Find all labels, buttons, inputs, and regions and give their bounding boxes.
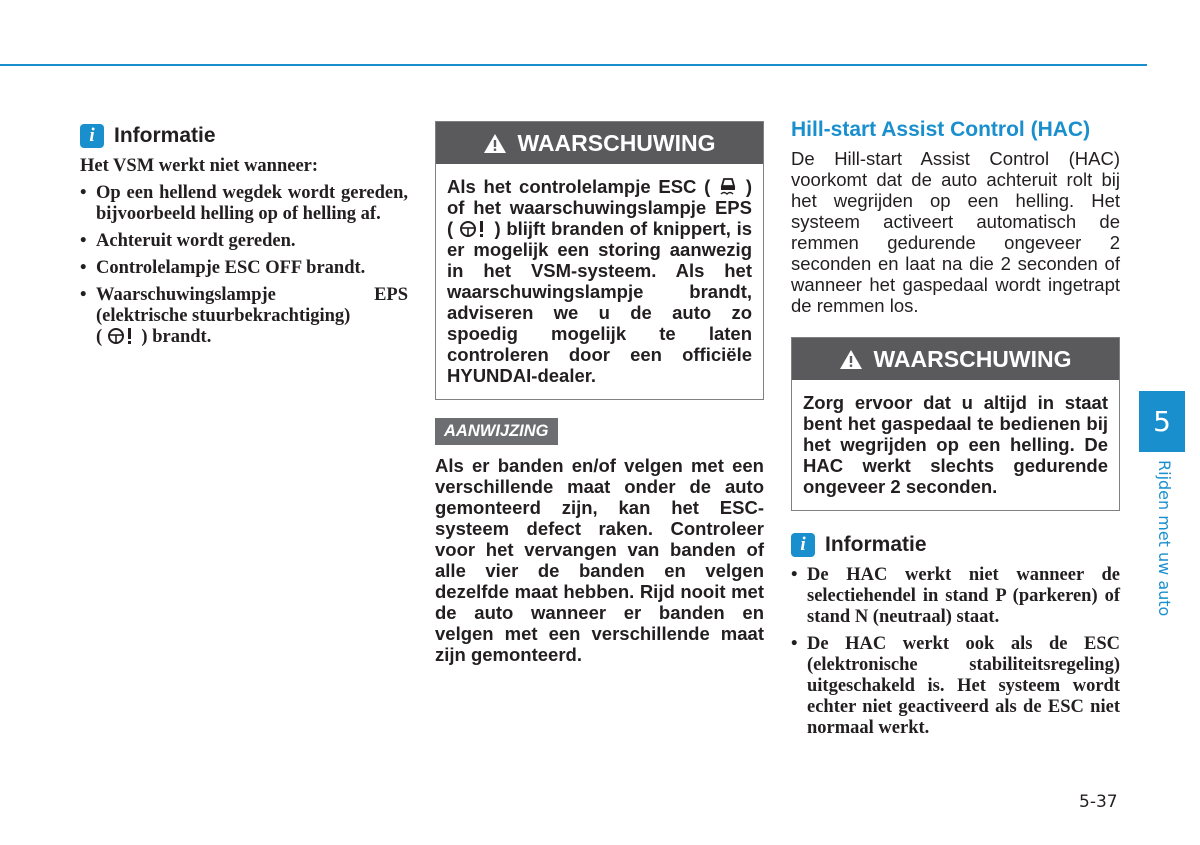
chapter-tab: 5 xyxy=(1139,391,1185,452)
note-label: AANWIJZING xyxy=(435,418,558,445)
chapter-title: Rijden met uw auto xyxy=(1155,460,1174,617)
warning-text: Zorg ervoor dat u altijd in staat bent het gaspedaal te bedienen bij het wegrijden op een helling. De HAC werkt slechts gedurende ongeveer 2 seconden. xyxy=(803,392,1108,497)
info-heading xyxy=(791,529,1120,561)
vsm-condition-list xyxy=(80,183,408,348)
warning-heading: WAARSCHUWING xyxy=(873,345,1072,372)
warning-box xyxy=(791,337,1120,511)
info-icon: i xyxy=(791,533,815,557)
warning-text-part: Als het controlelampje ESC ( xyxy=(447,176,711,197)
item-tail: ) brandt. xyxy=(141,327,212,347)
list-item-text: Waarschuwingslampje EPS (elektrische stuurbekrachtiging) xyxy=(96,285,408,326)
paren-open: ( xyxy=(96,327,103,347)
info-heading-label: Informatie xyxy=(114,124,216,147)
info-heading xyxy=(80,120,408,152)
hac-info-list xyxy=(791,565,1120,739)
warning-header xyxy=(436,122,763,164)
warning-text xyxy=(436,164,763,399)
eps-warning-icon xyxy=(107,327,137,345)
warning-triangle-icon xyxy=(483,133,507,154)
hac-section xyxy=(791,117,1120,745)
warning-triangle-icon xyxy=(839,349,863,370)
esc-warning-section xyxy=(435,121,764,665)
warning-text-part: ) blijft branden of knippert, is er mogelijk een storing aanwezig in het VSM-systeem. Als het waarschuwingslampje brandt, adviseren we u de auto zo spoedig mogelijk te laten controleren door een officiële HYUNDAI-dealer. xyxy=(447,218,753,386)
list-item xyxy=(80,285,408,348)
list-item: • De HAC werkt ook als de ESC (elektronische stabiliteitsregeling) uitgeschakeld is. Het systeem wordt echter niet geactiveerd als de ESC niet normaal werkt. xyxy=(791,634,1120,739)
info-heading-label: Informatie xyxy=(825,533,927,556)
section-body: De Hill-start Assist Control (HAC) voorkomt dat de auto achteruit rolt bij het wegrijden op een helling. Het systeem activeert automatisch de remmen gedurende ongeveer 2 seconden en laat na die 2 seconden of wanneer het gaspedaal wordt ingetrapt de remmen los. xyxy=(791,148,1120,316)
vsm-info-section xyxy=(80,120,408,354)
warning-box xyxy=(435,121,764,400)
vsm-intro: Het VSM werkt niet wanneer: xyxy=(80,156,319,176)
header-rule xyxy=(0,64,1147,66)
list-item: • Controlelampje ESC OFF brandt. xyxy=(80,258,408,279)
page-number: 5-37 xyxy=(1079,792,1118,812)
warning-text-part: ) of het waarschuwingslampje EPS ( xyxy=(447,176,752,239)
list-item: • Op een hellend wegdek wordt gereden, bijvoorbeeld helling op of helling af. xyxy=(80,183,408,225)
info-icon: i xyxy=(80,124,104,148)
warning-heading: WAARSCHUWING xyxy=(517,129,716,156)
section-title: Hill-start Assist Control (HAC) xyxy=(791,118,1091,141)
warning-header xyxy=(792,338,1119,380)
esc-indicator-icon xyxy=(718,176,738,196)
list-item: • Achteruit wordt gereden. xyxy=(80,231,408,252)
note-text: Als er banden en/of velgen met een verschillende maat onder de auto gemonteerd zijn, kan het ESC-systeem defect raken. Controleer voor het vervangen van banden of alle vier de banden en velgen dezelfde maat hebben. Rijd nooit met de auto wanneer er banden en velgen met een verschillende maat zijn gemonteerd. xyxy=(435,455,764,665)
eps-warning-icon xyxy=(459,220,489,238)
list-item: • De HAC werkt niet wanneer de selectiehendel in stand P (parkeren) of stand N (neutraal) staat. xyxy=(791,565,1120,628)
